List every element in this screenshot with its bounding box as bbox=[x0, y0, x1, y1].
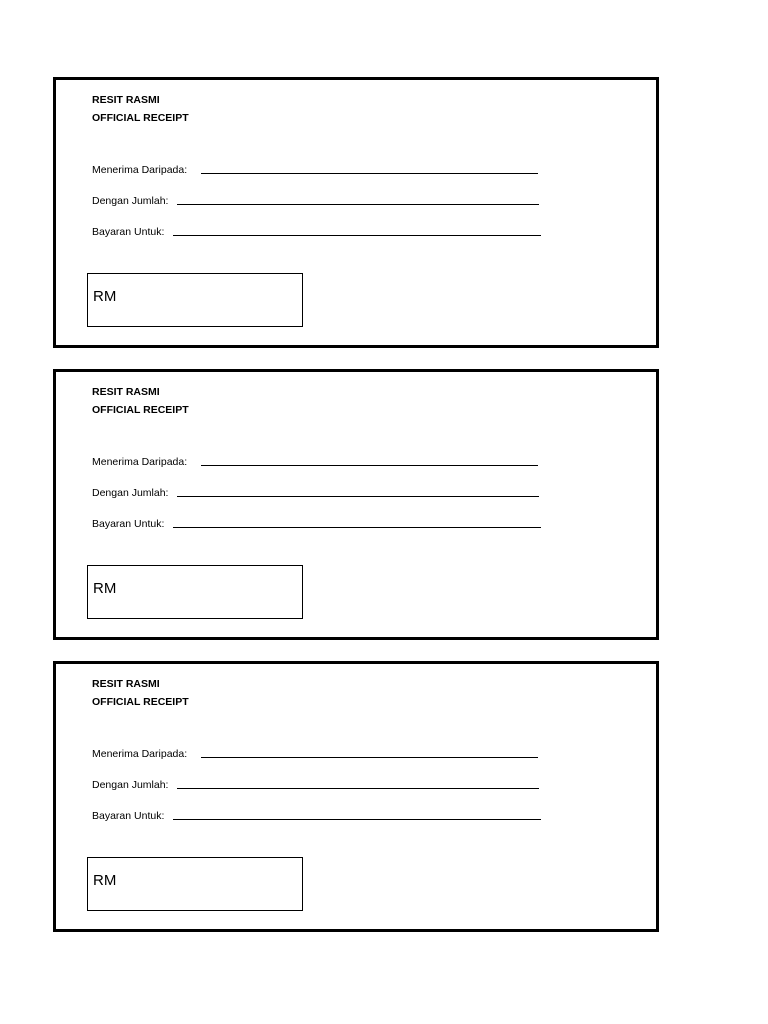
payment-for-field[interactable] bbox=[92, 514, 541, 530]
amount-box[interactable] bbox=[87, 273, 303, 327]
payment-for-line[interactable] bbox=[173, 819, 541, 820]
received-from-label: Menerima Daripada: bbox=[92, 456, 188, 468]
received-from-field[interactable] bbox=[92, 744, 538, 760]
amount-line[interactable] bbox=[177, 496, 539, 497]
amount-line[interactable] bbox=[177, 204, 539, 205]
receipt-title-malay: RESIT RASMI bbox=[92, 678, 160, 690]
receipt-1 bbox=[53, 77, 659, 348]
payment-for-label: Bayaran Untuk: bbox=[92, 226, 165, 238]
currency-label: RM bbox=[93, 872, 117, 889]
payment-for-field[interactable] bbox=[92, 222, 541, 238]
received-from-field[interactable] bbox=[92, 160, 538, 176]
receipt-title-malay: RESIT RASMI bbox=[92, 94, 160, 106]
amount-field[interactable] bbox=[92, 483, 539, 499]
currency-label: RM bbox=[93, 580, 117, 597]
receipt-2 bbox=[53, 369, 659, 640]
amount-field[interactable] bbox=[92, 191, 539, 207]
amount-label: Dengan Jumlah: bbox=[92, 487, 169, 499]
payment-for-label: Bayaran Untuk: bbox=[92, 810, 165, 822]
receipt-title-english: OFFICIAL RECEIPT bbox=[92, 112, 189, 124]
received-from-line[interactable] bbox=[201, 465, 538, 466]
currency-label: RM bbox=[93, 288, 117, 305]
receipt-3 bbox=[53, 661, 659, 932]
payment-for-line[interactable] bbox=[173, 235, 541, 236]
amount-line[interactable] bbox=[177, 788, 539, 789]
amount-box[interactable] bbox=[87, 565, 303, 619]
received-from-label: Menerima Daripada: bbox=[92, 164, 188, 176]
received-from-field[interactable] bbox=[92, 452, 538, 468]
received-from-label: Menerima Daripada: bbox=[92, 748, 188, 760]
payment-for-label: Bayaran Untuk: bbox=[92, 518, 165, 530]
amount-box[interactable] bbox=[87, 857, 303, 911]
received-from-line[interactable] bbox=[201, 757, 538, 758]
amount-label: Dengan Jumlah: bbox=[92, 195, 169, 207]
receipt-title-malay: RESIT RASMI bbox=[92, 386, 160, 398]
payment-for-field[interactable] bbox=[92, 806, 541, 822]
receipt-title-english: OFFICIAL RECEIPT bbox=[92, 404, 189, 416]
received-from-line[interactable] bbox=[201, 173, 538, 174]
receipt-title-english: OFFICIAL RECEIPT bbox=[92, 696, 189, 708]
payment-for-line[interactable] bbox=[173, 527, 541, 528]
amount-field[interactable] bbox=[92, 775, 539, 791]
amount-label: Dengan Jumlah: bbox=[92, 779, 169, 791]
